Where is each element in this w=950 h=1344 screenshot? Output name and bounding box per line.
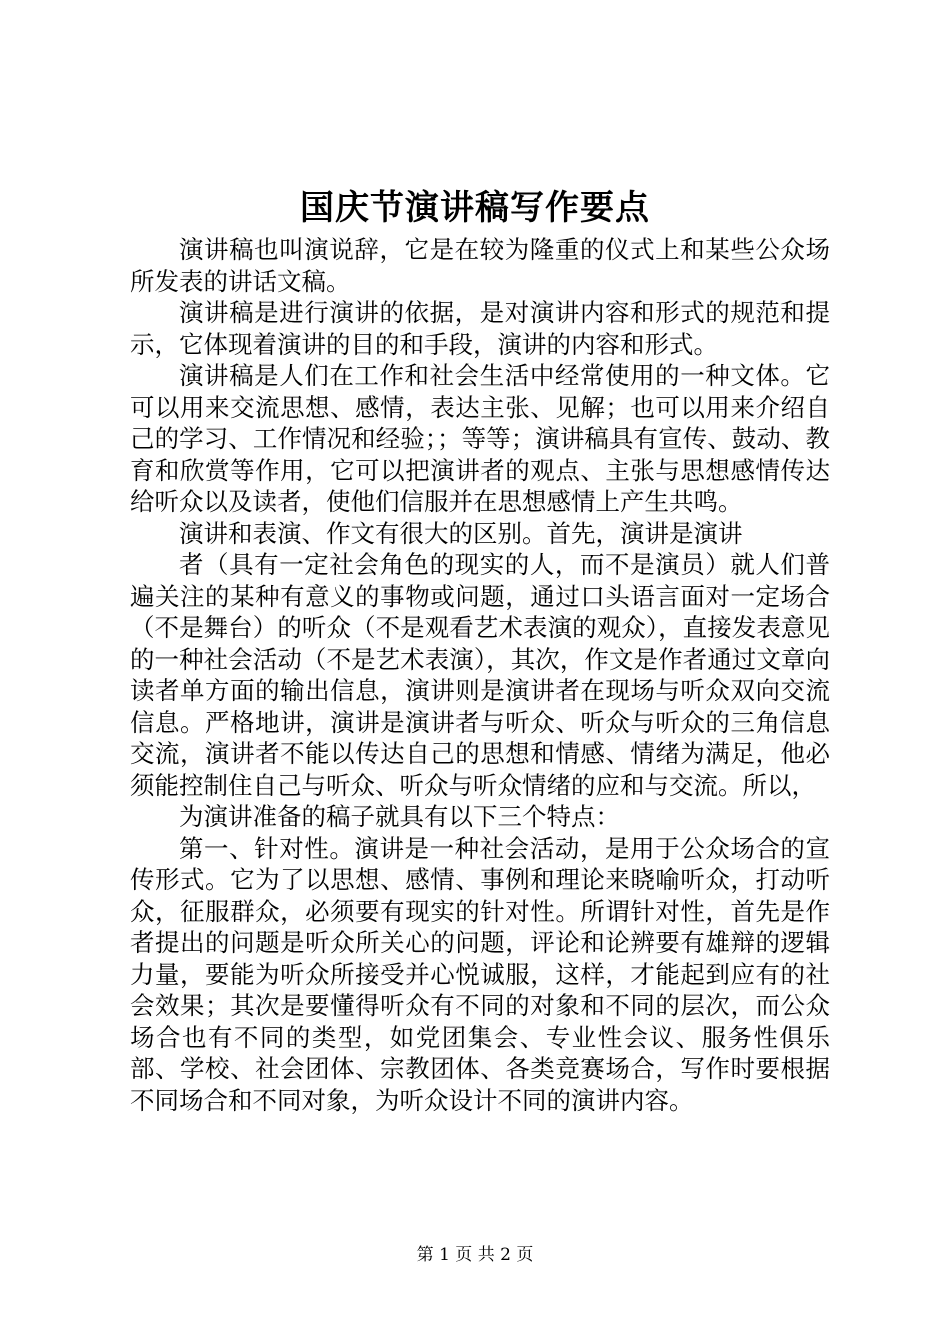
document-body [130, 234, 830, 1116]
paragraph-5: 者（具有一定社会角色的现实的人，而不是演员）就人们普遍关注的某种有意义的事物或问题，通过口头语言面对一定场合（不是舞台）的听众（不是观看艺术表演的观众），直接发表意见的一种社会活动（不是艺术表演），其次，作文是作者通过文章向读者单方面的输出信息，演讲则是演讲者在现场与听众双向交流信息。严格地讲，演讲是演讲者与听众、听众与听众的三角信息交流，演讲者不能以传达自己的思想和情感、情绪为满足，他必须能控制住自己与听众、听众与听众情绪的应和与交流。所以， [130, 550, 830, 800]
paragraph-3: 演讲稿是人们在工作和社会生活中经常使用的一种文体。它可以用来交流思想、感情，表达主张、见解；也可以用来介绍自己的学习、工作情况和经验；；等等；演讲稿具有宣传、鼓动、教育和欣赏等作用，它可以把演讲者的观点、主张与思想感情传达给听众以及读者，使他们信服并在思想感情上产生共鸣。 [130, 361, 830, 516]
paragraph-2: 演讲稿是进行演讲的依据，是对演讲内容和形式的规范和提示，它体现着演讲的目的和手段，演讲的内容和形式。 [130, 298, 830, 359]
paragraph-4: 演讲和表演、作文有很大的区别。首先，演讲是演讲 [179, 518, 743, 548]
paragraph-6: 为演讲准备的稿子就具有以下三个特点： [179, 802, 620, 831]
page-number-footer: 第 1 页 共 2 页 [416, 1245, 534, 1265]
paragraph-7: 第一、针对性。演讲是一种社会活动，是用于公众场合的宣传形式。它为了以思想、感情、事例和理论来晓喻听众，打动听众，征服群众，必须要有现实的针对性。所谓针对性，首先是作者提出的问题是听众所关心的问题，评论和论辨要有雄辩的逻辑力量，要能为听众所接受并心悦诚服，这样，才能起到应有的社会效果；其次是要懂得听众有不同的对象和不同的层次，而公众场合也有不同的类型，如党团集会、专业性会议、服务性俱乐部、学校、社会团体、宗教团体、各类竞赛场合，写作时要根据不同场合和不同对象，为听众设计不同的演讲内容。 [130, 833, 830, 1115]
paragraph-1: 演讲稿也叫演说辞，它是在较为隆重的仪式上和某些公众场所发表的讲话文稿。 [130, 235, 830, 296]
document-title: 国庆节演讲稿写作要点 [300, 188, 650, 228]
